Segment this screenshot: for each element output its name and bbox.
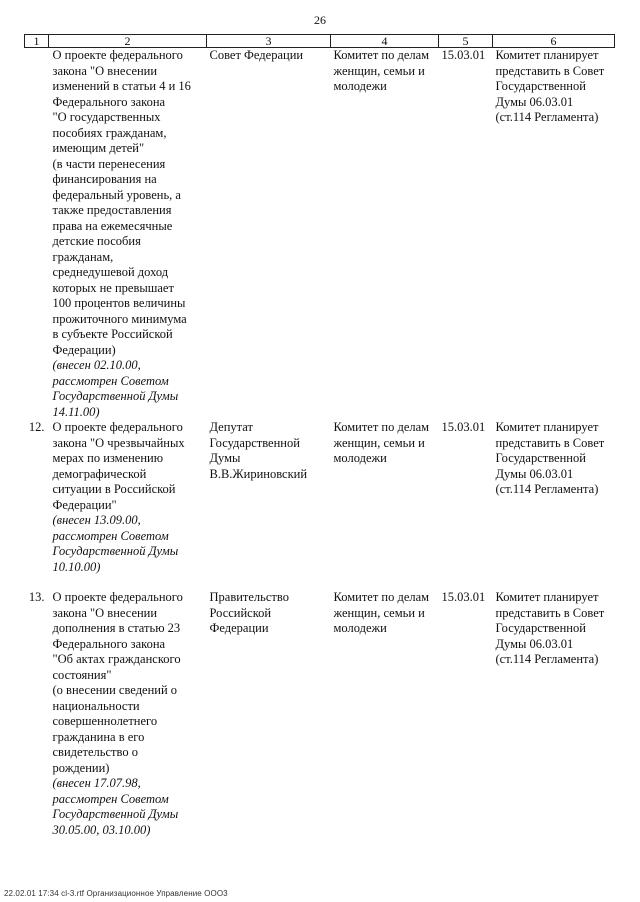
column-header-1: 1 — [25, 35, 49, 48]
table-row — [25, 590, 615, 838]
status-note: Комитет планирует представить в Совет Государственной Думы 06.03.01 (ст.114 Регламента) — [495, 590, 605, 666]
bill-introduced-note: (внесен 02.10.00, рассмотрен Советом Государственной Думы 14.11.00) — [52, 358, 179, 419]
column-header-2: 2 — [49, 35, 207, 48]
row-number: 13. — [28, 590, 45, 604]
status-note: Комитет планирует представить в Совет Государственной Думы 06.03.01 (ст.114 Регламента) — [495, 48, 605, 124]
column-header-5: 5 — [439, 35, 493, 48]
deadline-date: 15.03.01 — [441, 48, 486, 62]
column-header-4: 4 — [331, 35, 439, 48]
bill-author: Правительство Российской Федерации — [209, 590, 289, 635]
bill-title-cell — [49, 590, 207, 838]
column-header-6: 6 — [493, 35, 615, 48]
responsible-committee: Комитет по делам женщин, семьи и молодежи — [333, 420, 430, 465]
table-row — [25, 420, 615, 590]
bill-title-cell — [49, 48, 207, 421]
bill-title: О проекте федерального закона "О чрезвычайных мерах по изменению демографической ситуации в Российской Федерации" — [52, 420, 185, 512]
row-number — [25, 48, 49, 421]
responsible-committee: Комитет по делам женщин, семьи и молодежи — [333, 590, 430, 635]
responsible-committee: Комитет по делам женщин, семьи и молодежи — [333, 48, 430, 93]
status-note: Комитет планирует представить в Совет Государственной Думы 06.03.01 (ст.114 Регламента) — [495, 420, 605, 496]
fax-footer: 22.02.01 17:34 cl-3.rtf Организационное Управление ООО3 — [4, 889, 228, 898]
bill-title: О проекте федерального закона "О внесении дополнения в статью 23 Федерального закона "Об актах гражданского состояния" (о внесении сведений о национальности совершеннолетнего гражданина в его свидетельство о рождении) — [52, 590, 183, 775]
bill-introduced-note: (внесен 17.07.98, рассмотрен Советом Государственной Думы 30.05.00, 03.10.00) — [52, 776, 179, 837]
table-row — [25, 48, 615, 421]
page-number: 26 — [314, 13, 326, 27]
bills-table — [24, 34, 615, 838]
column-number-header-row — [25, 35, 615, 48]
bill-author: Депутат Государственной Думы В.В.Жириновский — [209, 420, 308, 481]
row-number: 12. — [28, 420, 45, 434]
deadline-date: 15.03.01 — [441, 420, 486, 434]
bill-title-cell — [49, 420, 207, 590]
bill-introduced-note: (внесен 13.09.00, рассмотрен Советом Государственной Думы 10.10.00) — [52, 513, 179, 574]
deadline-date: 15.03.01 — [441, 590, 486, 604]
bill-author: Совет Федерации — [209, 48, 304, 62]
column-header-3: 3 — [207, 35, 331, 48]
bill-title: О проекте федерального закона "О внесении изменений в статьи 4 и 16 Федерального закона "О государственных пособиях гражданам, имеющим детей" (в части перенесения финансирования на федеральный уровень, а также предоставления права на ежемесячные детские пособия гражданам, среднедушевой доход которых не превышает 100 процентов величины прожиточного минимума в субъекте Российской Федерации) — [52, 48, 191, 357]
